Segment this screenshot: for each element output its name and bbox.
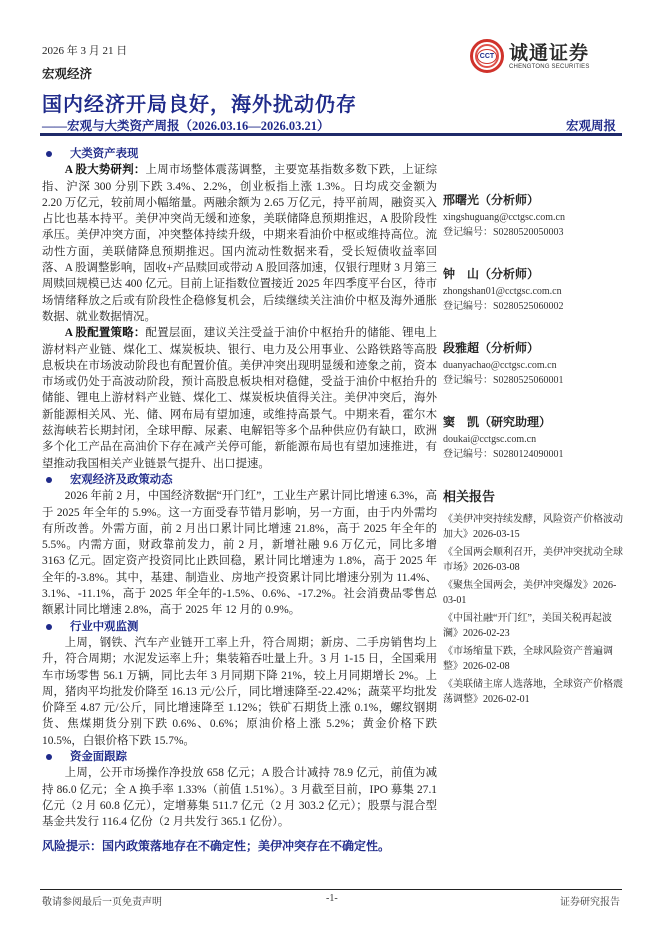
section-paragraph — [42, 635, 437, 749]
section-paragraph — [42, 488, 437, 618]
analyst-card — [443, 341, 623, 388]
analyst-registration: 登记编号：S0280520050003 — [443, 227, 564, 238]
analyst-card — [443, 415, 623, 462]
analyst-registration: 登记编号：S0280525060001 — [443, 375, 564, 386]
analyst-email[interactable]: duanyachao@cctgsc.com.cn — [443, 360, 557, 371]
bullet-icon — [46, 151, 52, 157]
analyst-name: 窦 凯（研究助理） — [443, 415, 552, 429]
report-type: 宏观周报 — [566, 119, 617, 133]
analyst-registration: 登记编号：S0280525060002 — [443, 301, 564, 312]
paragraph-text: 2026 年前 2 月，中国经济数据“开门红”，工业生产累计同比增速 6.3%，高于 2025 年全年的 5.9%。这一方面受春节错月影响，另一方面，由于内外需均有所改善。外需方面，前 2 月出口累计同比增速 21.8%，高于 2025 年全年的 5.5%。内需方面，财政靠前发力，前 2 月，新增社融 9.6 万亿元，同比多增 3163 亿元。固定资产投资同比止跌回稳，累计同比增速为 1.8%，高于 2025 年全年的-3.8%。其中，基建、制造业、房地产投资累计同比增速分别为 11.4%、3.1%、-11.1%，高于 2025 年全年的-1.5%、0.6%、-17.2%。社会消费品零售总额累计同比增速 2.8%，高于 2025 年 12 月的 0.9%。 — [42, 490, 437, 617]
analyst-card — [443, 267, 623, 314]
bullet-icon — [46, 624, 52, 630]
paragraph-lead: A 股大势研判： — [64, 164, 146, 177]
risk-warning: 风险提示：国内政策落地存在不确定性；美伊冲突存在不确定性。 — [42, 839, 391, 854]
report-title: 国内经济开局良好，海外扰动仍存 — [42, 94, 357, 116]
related-reports-title: 相关报告 — [443, 489, 496, 504]
bullet-icon — [46, 477, 52, 483]
paragraph-text: 配置层面，建议关注受益于油价中枢抬升的储能、锂电上游材料产业链、煤化工、煤炭板块、银行、电力及公用事业、公路铁路等高股息板块在市场波动阶段也有配置价值。美伊冲突出现明显缓和迹象之前，资本市场或仍处于高波动阶段，预计高股息板块相对稳健，受益于油价中枢抬升的储能、锂电上游材料产业链、煤化工、煤炭板块值得关注。美伊冲突后，海外新能源相关风、光、储、网布局有望加速，或维持高景气。中期来看，霍尔木兹海峡若长期封闭，全球甲醇、尿素、电解铝等多个品种供应仍有缺口，欧洲多个化工产品在高油价下存在减产关停可能，新能源布局也有望加速推进，有望推动我国相关产业链景气提升、出口提速。 — [42, 327, 437, 470]
section-paragraph — [42, 765, 437, 830]
logo-en: CHENGTONG SECURITIES — [509, 64, 590, 70]
paragraph-text: 上周，钢铁、汽车产业链开工率上升，符合周期；新房、二手房销售均上升，符合周期；水泥发运率上升；集装箱吞吐量上升。3 月 1-15 日，全国乘用车市场零售 56.1 万辆，同比去年 3 月同期下降 21%，较上月同期增长 2%。上周，猪肉平均批发价降至 16.13 元/公斤，同比增速降至-22.42%；蔬菜平均批发价降至 4.87 元/公斤，同比增速降至 1.12%；铁矿石期货上涨 0.1%，螺纹钢期货、焦煤期货分别下跌 0.6%、0.6%；原油价格上涨 5.2%；黄金价格下跌 10.5%，白银价格下跌 15.7%。 — [42, 636, 437, 747]
logo-mark-icon: CCT — [470, 39, 504, 73]
section-heading: 宏观经济及政策动态 — [42, 472, 437, 488]
related-report-link[interactable]: 《聚焦全国两会，美伊冲突爆发》2026-03-01 — [443, 580, 617, 606]
report-date: 2026 年 3 月 21 日 — [42, 45, 128, 57]
paragraph-text: 上周市场整体震荡调整，主要宽基指数多数下跌，上证综指、沪深 300 分别下跌 3.4%、2.2%，创业板指上涨 1.3%。日均成交金额为 2.20 万亿元，较前周小幅缩量。两融余额为 2.65 万亿元，持平前周，融资买入占比也基本持平。美伊冲突尚无缓和迹象，美联储降息预期推迟，A 股阶段性承压。美伊冲突方面，冲突整体持续升级，中期来看油价中枢或维持高位。流动性方面，美联储降息预期推迟。国内流动性数据来看，受长短债收益率回落、A 股调整影响，固收+产品赎回或带动 A 股回落加速，仅银行理财 3 月第三周赎回规模已达 400 亿元。目前上证指数位置接近 2025 年四季度平台区，待市场情绪释放之后或有阶段性企稳修复机会，后续继续关注油价中枢及海外通胀数据、就业数据情况。 — [42, 164, 437, 323]
section-paragraph — [42, 325, 437, 472]
report-subtitle: ——宏观与大类资产周报（2026.03.16—2026.03.21） — [42, 119, 330, 133]
footer-doc-type: 证券研究报告 — [560, 897, 620, 908]
logo-cn: 诚通证券 — [509, 42, 590, 64]
company-logo — [470, 34, 600, 78]
related-report-link[interactable]: 《市场缩量下跌，全球风险资产普遍调整》2026-02-08 — [443, 646, 613, 672]
analyst-email[interactable]: zhongshan01@cctgsc.com.cn — [443, 286, 562, 297]
related-report-link[interactable]: 《中国社融“开门红”，美国关税再起波澜》2026-02-23 — [443, 613, 612, 639]
section-heading: 资金面跟踪 — [42, 749, 437, 765]
section-heading: 行业中观监测 — [42, 619, 437, 635]
analyst-registration: 登记编号：S0280124090001 — [443, 449, 564, 460]
bullet-icon — [46, 754, 52, 760]
analyst-card — [443, 193, 623, 240]
sidebar — [443, 193, 623, 710]
page-number: -1- — [326, 893, 338, 904]
section-heading: 大类资产表现 — [42, 146, 437, 162]
analyst-name: 段雅超（分析师） — [443, 341, 540, 355]
header-divider — [40, 133, 622, 136]
main-content — [42, 146, 437, 854]
paragraph-text: 上周，公开市场操作净投放 658 亿元；A 股合计减持 78.9 亿元，前值为减持 86.0 亿元；全 A 换手率 1.33%（前值 1.51%）。3 月截至目前，IPO 募集 27.1 亿元（2 月 60.8 亿元），定增募集 511.7 亿元（2 月 303.2 亿元）；股票与混合型基金共发行 116.4 亿份（2 月共发行 365.1 亿份）。 — [42, 767, 437, 829]
paragraph-lead: A 股配置策略： — [64, 327, 146, 340]
related-report-link[interactable]: 《全国两会顺利召开，美伊冲突扰动全球市场》2026-03-08 — [443, 547, 623, 573]
analyst-name: 钟 山（分析师） — [443, 267, 540, 281]
section-paragraph — [42, 162, 437, 325]
analyst-name: 邢曙光（分析师） — [443, 193, 540, 207]
footer-divider — [40, 889, 622, 890]
analyst-email[interactable]: xingshuguang@cctgsc.com.cn — [443, 212, 565, 223]
footer-disclaimer: 敬请参阅最后一页免责声明 — [42, 897, 162, 908]
report-category: 宏观经济 — [42, 67, 93, 81]
related-report-link[interactable]: 《美伊冲突持续发酵，风险资产价格波动加大》2026-03-15 — [443, 514, 623, 540]
analyst-email[interactable]: doukai@cctgsc.com.cn — [443, 434, 537, 445]
related-report-link[interactable]: 《美联储主席人选落地，全球资产价格震荡调整》2026-02-01 — [443, 679, 623, 705]
